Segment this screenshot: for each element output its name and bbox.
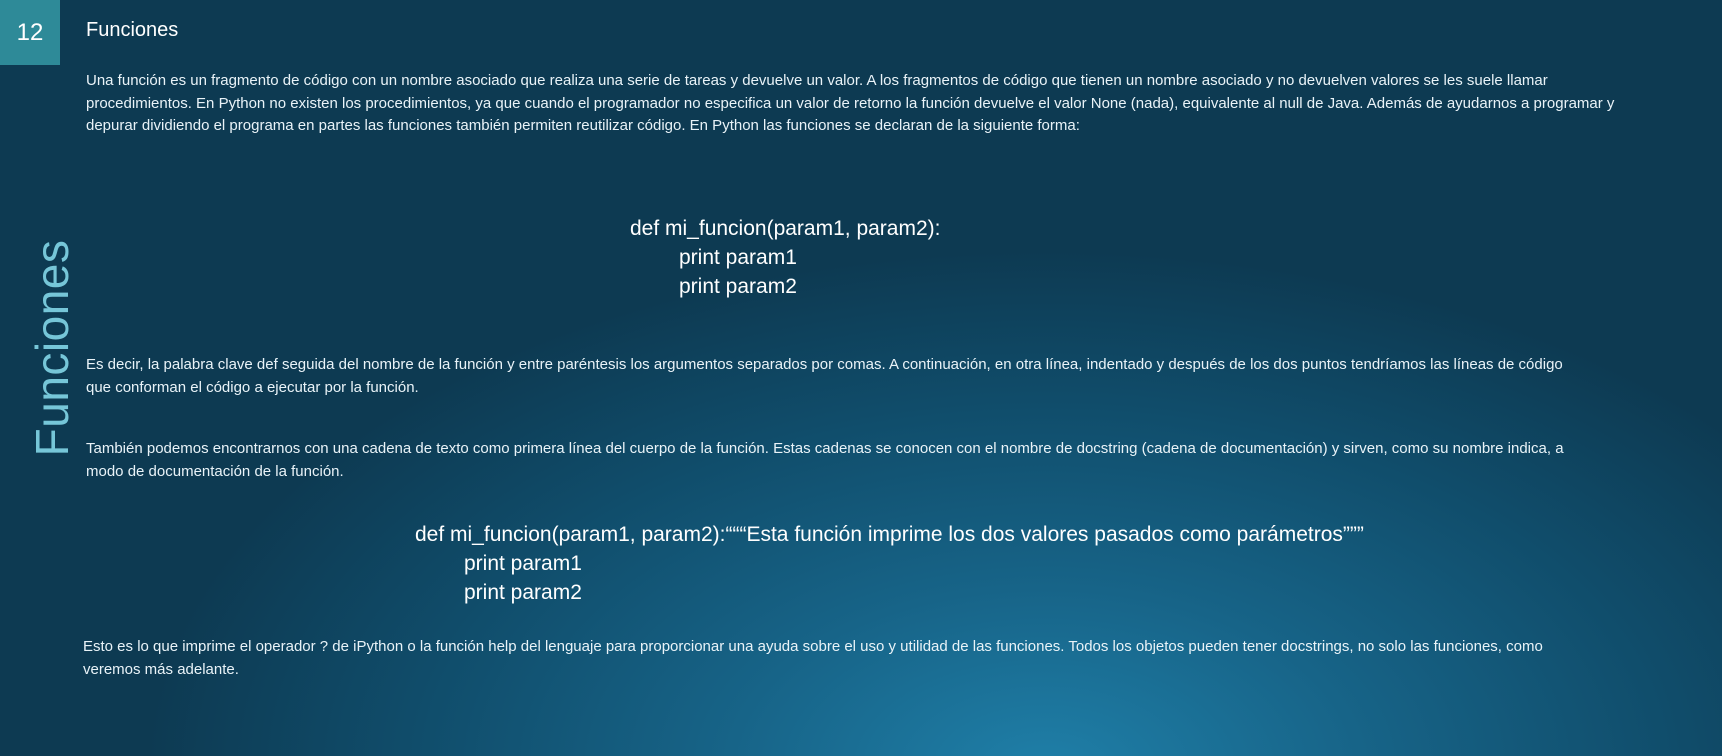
slide-number-badge bbox=[0, 0, 60, 65]
vertical-section-title: Funciones bbox=[26, 239, 78, 457]
code-line: print param1 bbox=[679, 246, 797, 269]
code-line: def mi_funcion(param1, param2): bbox=[630, 217, 941, 240]
code-line: def mi_funcion(param1, param2):“““Esta función imprime los dos valores pasados como parámetros””” bbox=[415, 523, 1364, 546]
code-line: print param2 bbox=[679, 275, 797, 298]
intro-paragraph: Una función es un fragmento de código con un nombre asociado que realiza una serie de tareas y devuelve un valor. A los fragmentos de código que tienen un nombre asociado y no devuelven valores se les suele llamar procedimientos. En Python no existen los procedimientos, ya que cuando el programador no especifica un valor de retorno la función devuelve el valor None (nada), equivalente al null de Java. Además de ayudarnos a programar y depurar dividiendo el programa en partes las funciones también permiten reutilizar código. En Python las funciones se declaran de la siguiente forma: bbox=[86, 72, 1615, 134]
code-example-1 bbox=[630, 214, 940, 301]
explanation-paragraph: Es decir, la palabra clave def seguida del nombre de la función y entre paréntesis los argumentos separados por comas. A continuación, en otra línea, indentado y después de los dos puntos tendríamos las líneas de código que conforman el código a ejecutar por la función. bbox=[86, 356, 1563, 396]
code-example-2 bbox=[415, 520, 1364, 607]
docstring-paragraph: También podemos encontrarnos con una cadena de texto como primera línea del cuerpo de la función. Estas cadenas se conocen con el nombre de docstring (cadena de documentación) y sirven, como su nombre indica, a modo de documentación de la función. bbox=[86, 440, 1564, 480]
code-line: print param1 bbox=[464, 552, 582, 575]
slide-heading: Funciones bbox=[86, 19, 179, 41]
code-line: print param2 bbox=[464, 581, 582, 604]
closing-paragraph: Esto es lo que imprime el operador ? de iPython o la función help del lenguaje para proporcionar una ayuda sobre el uso y utilidad de las funciones. Todos los objetos pueden tener docstrings, no solo las funciones, como veremos más adelante. bbox=[83, 638, 1543, 678]
slide-number: 12 bbox=[16, 18, 44, 46]
